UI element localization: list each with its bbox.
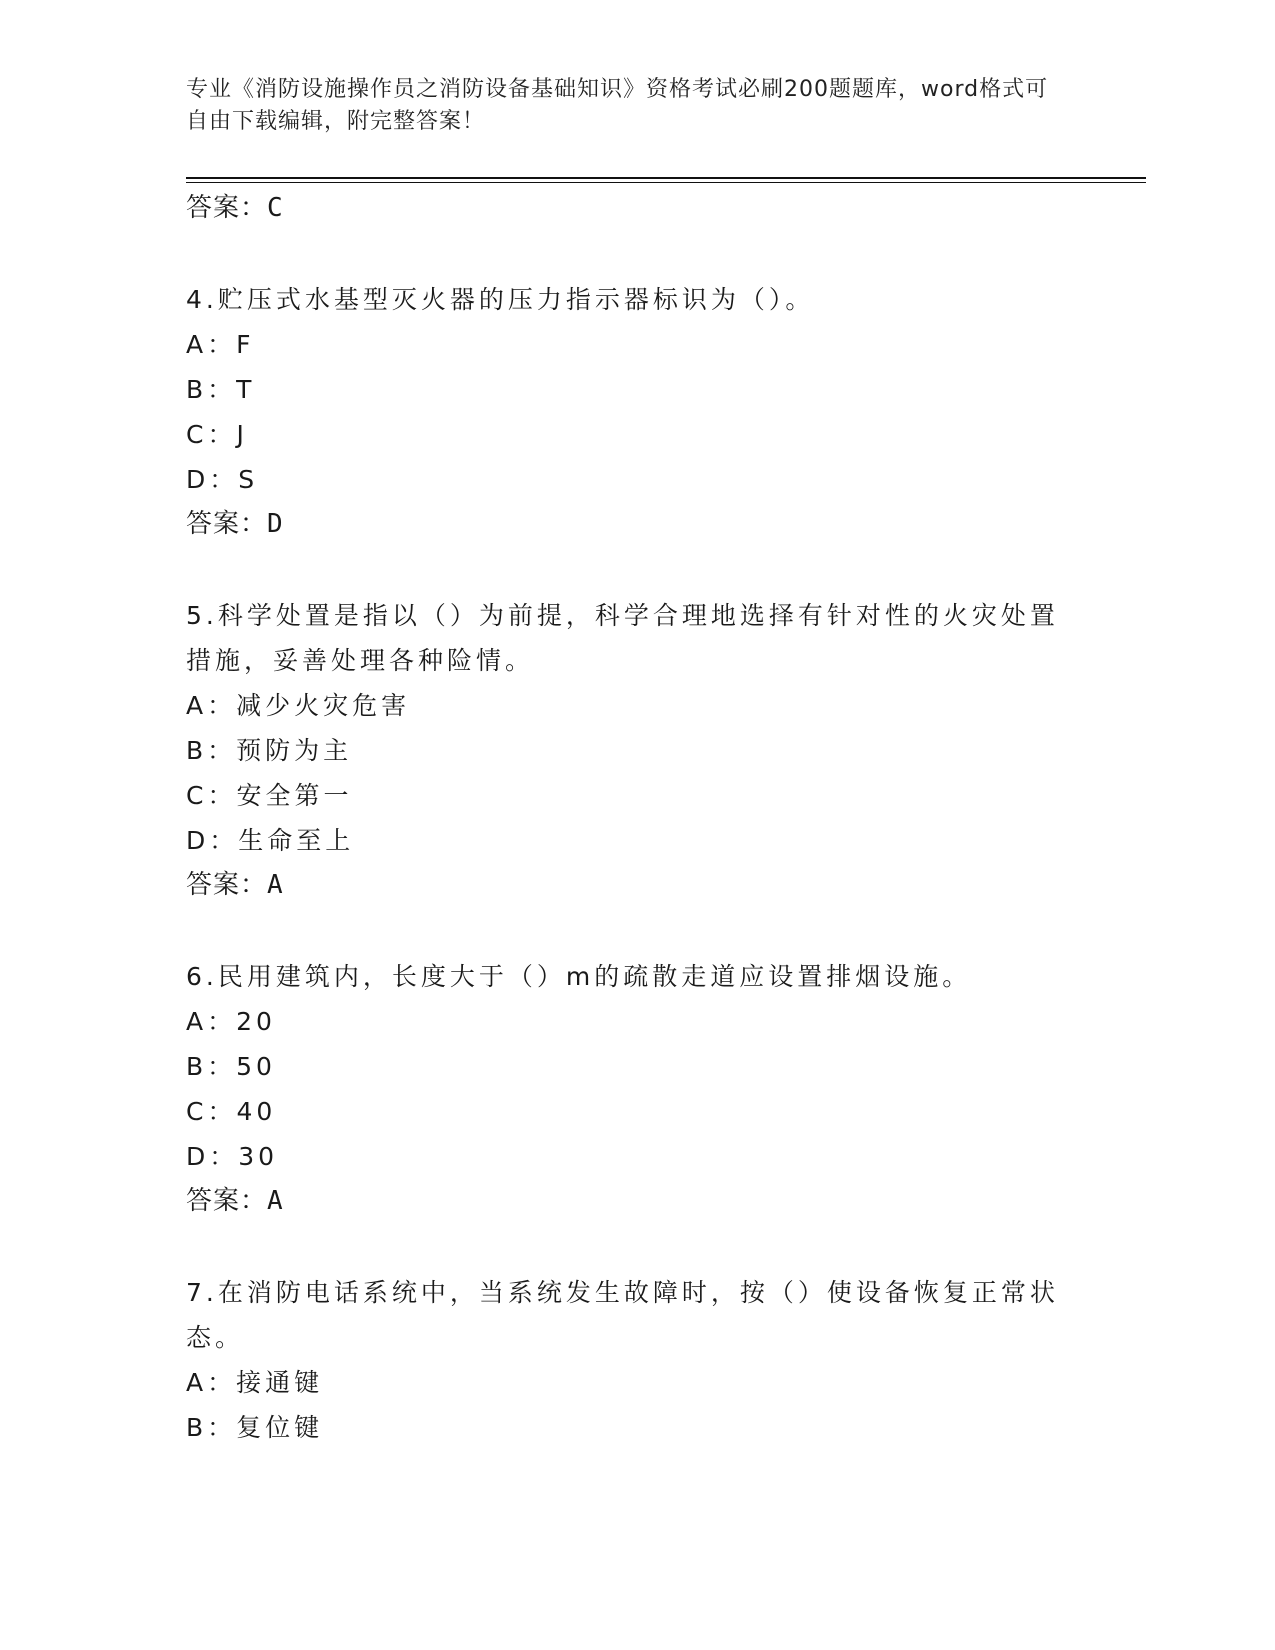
option-b: B：T (186, 375, 256, 404)
question-stem-continued: 措施，妥善处理各种险情。 (186, 646, 535, 675)
question-block (186, 1270, 1066, 1450)
header-divider-thick (186, 177, 1146, 179)
answer-label: 答案： (186, 870, 268, 900)
spacer (186, 908, 1066, 954)
answer-line (186, 502, 1066, 547)
answer-value: C (267, 193, 284, 223)
option-a: A：减少火灾危害 (186, 691, 411, 720)
option-c: C：安全第一 (186, 781, 353, 810)
answer-line (186, 1179, 1066, 1224)
option-d: D：S (186, 465, 259, 494)
answer-label: 答案： (186, 193, 268, 223)
answer-value: A (267, 870, 284, 900)
question-block (186, 277, 1066, 547)
answer-line (186, 863, 1066, 908)
option-b: B：预防为主 (186, 736, 353, 765)
option-d: D：30 (186, 1142, 279, 1171)
spacer (186, 547, 1066, 593)
answer-value: D (267, 509, 284, 539)
question-stem: 7.在消防电话系统中，当系统发生故障时，按（）使设备恢复正常状 (186, 1278, 1059, 1307)
question-stem-continued: 态。 (186, 1323, 245, 1352)
header-divider-thin (186, 182, 1146, 183)
answer-label: 答案： (186, 1186, 268, 1216)
question-list (186, 186, 1066, 1450)
spacer (186, 1224, 1066, 1270)
header-text: 专业《消防设施操作员之消防设备基础知识》资格考试必刷200题题库，word格式可自由下载编辑，附完整答案！ (186, 77, 1049, 134)
question-block (186, 954, 1066, 1224)
option-c: C：J (186, 420, 248, 449)
answer-label: 答案： (186, 509, 268, 539)
question-stem: 6.民用建筑内，长度大于（）m的疏散走道应设置排烟设施。 (186, 962, 972, 991)
document-header (186, 74, 1066, 138)
question-block (186, 593, 1066, 908)
spacer (186, 231, 1066, 277)
option-d: D：生命至上 (186, 826, 355, 855)
option-a: A：接通键 (186, 1368, 324, 1397)
option-b: B：50 (186, 1052, 276, 1081)
answer-value: A (267, 1186, 284, 1216)
option-a: A：F (186, 330, 255, 359)
option-a: A：20 (186, 1007, 276, 1036)
option-c: C：40 (186, 1097, 277, 1126)
option-b: B：复位键 (186, 1413, 324, 1442)
question-stem: 4.贮压式水基型灭火器的压力指示器标识为（）。 (186, 285, 815, 314)
answer-line (186, 186, 1066, 231)
question-stem: 5.科学处置是指以（）为前提，科学合理地选择有针对性的火灾处置 (186, 601, 1059, 630)
